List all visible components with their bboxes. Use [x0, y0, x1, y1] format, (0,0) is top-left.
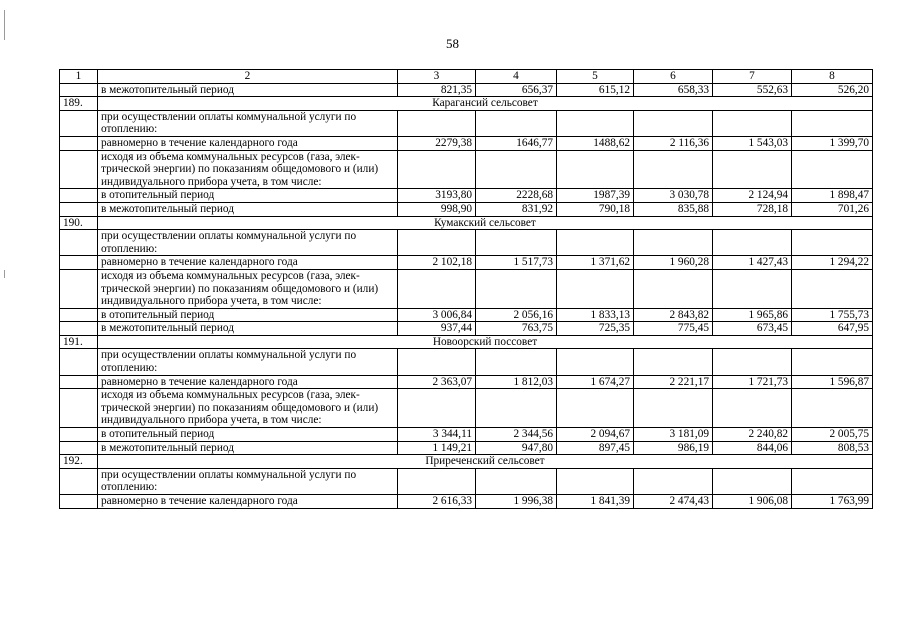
value-cell: 1 517,73 — [476, 256, 557, 270]
value-cell: 1488,62 — [557, 136, 634, 150]
value-cell: 998,90 — [398, 202, 476, 216]
table-body — [60, 70, 873, 509]
table-row — [60, 256, 873, 270]
table-row — [60, 428, 873, 442]
row-label: в межотопительный период — [98, 322, 398, 336]
value-cell — [557, 230, 634, 256]
value-cell — [713, 150, 792, 189]
value-cell: 1 399,70 — [792, 136, 873, 150]
value-cell: 2279,38 — [398, 136, 476, 150]
row-index — [60, 468, 98, 494]
value-cell: 3193,80 — [398, 189, 476, 203]
value-cell: 1 906,08 — [713, 495, 792, 509]
table-row — [60, 308, 873, 322]
section-title: Приреченский сельсовет — [98, 455, 873, 469]
value-cell: 552,63 — [713, 83, 792, 97]
section-title: Новоорский поссовет — [98, 335, 873, 349]
value-cell — [398, 468, 476, 494]
row-index — [60, 349, 98, 375]
value-cell — [398, 110, 476, 136]
table-row — [60, 322, 873, 336]
section-row — [60, 335, 873, 349]
value-cell: 2 056,16 — [476, 308, 557, 322]
value-cell: 2 102,18 — [398, 256, 476, 270]
table-row — [60, 375, 873, 389]
value-cell — [713, 110, 792, 136]
row-index — [60, 110, 98, 136]
value-cell: 1 763,99 — [792, 495, 873, 509]
value-cell: 844,06 — [713, 441, 792, 455]
value-cell: 2228,68 — [476, 189, 557, 203]
value-cell: 647,95 — [792, 322, 873, 336]
page-number: 58 — [446, 36, 459, 51]
row-label: при осуществлении оплаты коммунальной услуги по отоплению: — [98, 110, 398, 136]
value-cell: 3 181,09 — [634, 428, 713, 442]
value-cell: 658,33 — [634, 83, 713, 97]
row-label: при осуществлении оплаты коммунальной услуги по отоплению: — [98, 230, 398, 256]
value-cell: 2 474,43 — [634, 495, 713, 509]
header-row — [60, 70, 873, 84]
value-cell: 2 363,07 — [398, 375, 476, 389]
text-row — [60, 349, 873, 375]
row-index — [60, 495, 98, 509]
row-label: равномерно в течение календарного года — [98, 375, 398, 389]
column-header: 8 — [792, 70, 873, 84]
section-row — [60, 455, 873, 469]
row-label: в отопительный период — [98, 189, 398, 203]
column-header: 2 — [98, 70, 398, 84]
value-cell: 1 996,38 — [476, 495, 557, 509]
text-row — [60, 110, 873, 136]
row-label: в межотопительный период — [98, 83, 398, 97]
value-cell — [792, 468, 873, 494]
value-cell: 897,45 — [557, 441, 634, 455]
value-cell: 1646,77 — [476, 136, 557, 150]
row-label: исходя из объема коммунальных ресурсов (газа, элек-трической энергии) по показаниям общедомового и (или) индивидуального прибора учета, в том числе: — [98, 150, 398, 189]
value-cell — [713, 269, 792, 308]
value-cell — [792, 269, 873, 308]
value-cell — [398, 349, 476, 375]
row-index — [60, 322, 98, 336]
section-row — [60, 97, 873, 111]
row-label: равномерно в течение календарного года — [98, 136, 398, 150]
text-row — [60, 389, 873, 428]
value-cell: 1 371,62 — [557, 256, 634, 270]
value-cell — [713, 230, 792, 256]
margin-mark-bottom — [4, 270, 5, 278]
value-cell — [557, 269, 634, 308]
value-cell — [792, 150, 873, 189]
column-header: 1 — [60, 70, 98, 84]
row-index — [60, 83, 98, 97]
text-row — [60, 150, 873, 189]
row-index — [60, 230, 98, 256]
row-label: при осуществлении оплаты коммунальной услуги по отоплению: — [98, 349, 398, 375]
value-cell — [398, 389, 476, 428]
text-row — [60, 230, 873, 256]
value-cell: 1 833,13 — [557, 308, 634, 322]
row-index: 192. — [60, 455, 98, 469]
value-cell: 1 149,21 — [398, 441, 476, 455]
value-cell — [476, 269, 557, 308]
row-index: 189. — [60, 97, 98, 111]
value-cell: 1 294,22 — [792, 256, 873, 270]
value-cell — [476, 150, 557, 189]
value-cell — [398, 150, 476, 189]
value-cell: 2 116,36 — [634, 136, 713, 150]
value-cell: 808,53 — [792, 441, 873, 455]
value-cell: 3 344,11 — [398, 428, 476, 442]
value-cell: 1 841,39 — [557, 495, 634, 509]
row-index — [60, 136, 98, 150]
row-label: при осуществлении оплаты коммунальной услуги по отоплению: — [98, 468, 398, 494]
value-cell — [634, 349, 713, 375]
value-cell: 947,80 — [476, 441, 557, 455]
value-cell — [634, 468, 713, 494]
value-cell: 615,12 — [557, 83, 634, 97]
column-header: 6 — [634, 70, 713, 84]
table-row — [60, 495, 873, 509]
value-cell — [557, 349, 634, 375]
row-label: в межотопительный период — [98, 202, 398, 216]
value-cell: 2 344,56 — [476, 428, 557, 442]
value-cell — [792, 349, 873, 375]
row-index — [60, 375, 98, 389]
table-row — [60, 136, 873, 150]
value-cell: 1 721,73 — [713, 375, 792, 389]
value-cell — [634, 269, 713, 308]
value-cell — [557, 468, 634, 494]
row-index — [60, 441, 98, 455]
value-cell: 1 596,87 — [792, 375, 873, 389]
table-row — [60, 83, 873, 97]
value-cell: 3 006,84 — [398, 308, 476, 322]
tariff-table — [59, 69, 873, 509]
row-label: в отопительный период — [98, 428, 398, 442]
value-cell: 656,37 — [476, 83, 557, 97]
value-cell: 725,35 — [557, 322, 634, 336]
value-cell: 673,45 — [713, 322, 792, 336]
row-label: равномерно в течение календарного года — [98, 256, 398, 270]
row-index: 190. — [60, 216, 98, 230]
row-index — [60, 189, 98, 203]
row-index — [60, 202, 98, 216]
value-cell — [476, 230, 557, 256]
value-cell: 821,35 — [398, 83, 476, 97]
row-label: исходя из объема коммунальных ресурсов (газа, элек-трической энергии) по показаниям общедомового и (или) индивидуального прибора учета, в том числе: — [98, 269, 398, 308]
value-cell: 2 094,67 — [557, 428, 634, 442]
value-cell — [792, 389, 873, 428]
value-cell: 2 240,82 — [713, 428, 792, 442]
column-header: 7 — [713, 70, 792, 84]
value-cell: 2 616,33 — [398, 495, 476, 509]
value-cell — [476, 468, 557, 494]
row-index — [60, 269, 98, 308]
value-cell: 835,88 — [634, 202, 713, 216]
value-cell — [634, 150, 713, 189]
value-cell — [634, 110, 713, 136]
value-cell — [398, 230, 476, 256]
value-cell: 2 843,82 — [634, 308, 713, 322]
value-cell: 2 221,17 — [634, 375, 713, 389]
section-title: Кумакский сельсовет — [98, 216, 873, 230]
value-cell: 728,18 — [713, 202, 792, 216]
value-cell: 790,18 — [557, 202, 634, 216]
value-cell — [713, 349, 792, 375]
column-header: 4 — [476, 70, 557, 84]
value-cell: 2 005,75 — [792, 428, 873, 442]
row-label: исходя из объема коммунальных ресурсов (газа, элек-трической энергии) по показаниям общедомового и (или) индивидуального прибора учета, в том числе: — [98, 389, 398, 428]
value-cell — [634, 230, 713, 256]
value-cell — [713, 389, 792, 428]
value-cell: 1 898,47 — [792, 189, 873, 203]
value-cell: 1 960,28 — [634, 256, 713, 270]
value-cell: 1987,39 — [557, 189, 634, 203]
value-cell — [713, 468, 792, 494]
value-cell — [398, 269, 476, 308]
row-label: в межотопительный период — [98, 441, 398, 455]
text-row — [60, 269, 873, 308]
value-cell — [792, 110, 873, 136]
value-cell: 1 965,86 — [713, 308, 792, 322]
table-row — [60, 202, 873, 216]
value-cell: 775,45 — [634, 322, 713, 336]
value-cell: 937,44 — [398, 322, 476, 336]
column-header: 5 — [557, 70, 634, 84]
table-row — [60, 441, 873, 455]
value-cell: 1 755,73 — [792, 308, 873, 322]
value-cell: 763,75 — [476, 322, 557, 336]
value-cell — [476, 349, 557, 375]
value-cell — [476, 389, 557, 428]
row-label: равномерно в течение календарного года — [98, 495, 398, 509]
column-header: 3 — [398, 70, 476, 84]
row-index: 191. — [60, 335, 98, 349]
section-title: Карагансий сельсовет — [98, 97, 873, 111]
value-cell: 986,19 — [634, 441, 713, 455]
value-cell: 1 674,27 — [557, 375, 634, 389]
value-cell: 1 427,43 — [713, 256, 792, 270]
row-index — [60, 150, 98, 189]
row-index — [60, 308, 98, 322]
value-cell — [634, 389, 713, 428]
table-row — [60, 189, 873, 203]
value-cell — [557, 110, 634, 136]
value-cell: 701,26 — [792, 202, 873, 216]
row-label: в отопительный период — [98, 308, 398, 322]
section-row — [60, 216, 873, 230]
value-cell: 1 543,03 — [713, 136, 792, 150]
row-index — [60, 428, 98, 442]
value-cell: 3 030,78 — [634, 189, 713, 203]
row-index — [60, 389, 98, 428]
text-row — [60, 468, 873, 494]
row-index — [60, 256, 98, 270]
value-cell: 2 124,94 — [713, 189, 792, 203]
value-cell: 1 812,03 — [476, 375, 557, 389]
value-cell — [557, 389, 634, 428]
value-cell: 526,20 — [792, 83, 873, 97]
value-cell — [476, 110, 557, 136]
value-cell — [792, 230, 873, 256]
value-cell — [557, 150, 634, 189]
value-cell: 831,92 — [476, 202, 557, 216]
